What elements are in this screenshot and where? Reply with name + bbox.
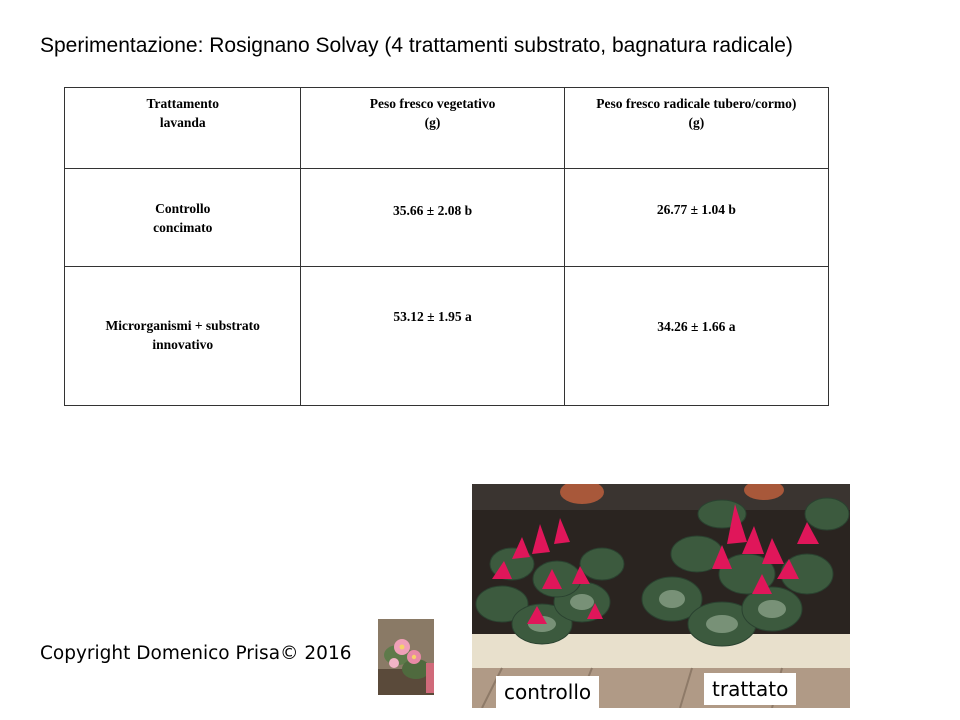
row-root-value: 26.77 ± 1.04 b [656, 202, 736, 217]
table-cell [564, 267, 828, 406]
table-cell [65, 267, 301, 406]
photo-label-control: controllo [496, 676, 599, 708]
table-cell [301, 267, 564, 406]
header-vegetative-weight: Peso fresco vegetativo (g) [369, 96, 496, 130]
table-cell [301, 169, 564, 267]
row-treatment-label: Microrganismi + substrato innovativo [105, 318, 260, 352]
slide-title: Sperimentazione: Rosignano Solvay (4 trattamenti substrato, bagnatura radicale) [40, 34, 793, 57]
header-treatment: Trattamento lavanda [146, 96, 219, 130]
table-row [65, 169, 829, 267]
table-row [65, 267, 829, 406]
header-cell-treatment [65, 88, 301, 169]
header-root-weight: Peso fresco radicale tubero/cormo) (g) [596, 96, 797, 130]
flower-thumbnail-image [378, 619, 434, 695]
row-vegetative-value: 53.12 ± 1.95 a [393, 309, 472, 324]
header-cell-vegetative-weight [301, 88, 564, 169]
copyright-text: Copyright Domenico Prisa© 2016 [40, 643, 352, 664]
header-cell-root-weight [564, 88, 828, 169]
table-header-row [65, 88, 829, 169]
photo-label-treated: trattato [704, 673, 796, 705]
table-cell [65, 169, 301, 267]
results-table [64, 87, 829, 406]
row-root-value: 34.26 ± 1.66 a [657, 319, 736, 334]
row-treatment-label: Controllo concimato [153, 201, 213, 235]
table-cell [564, 169, 828, 267]
row-vegetative-value: 35.66 ± 2.08 b [393, 203, 473, 218]
